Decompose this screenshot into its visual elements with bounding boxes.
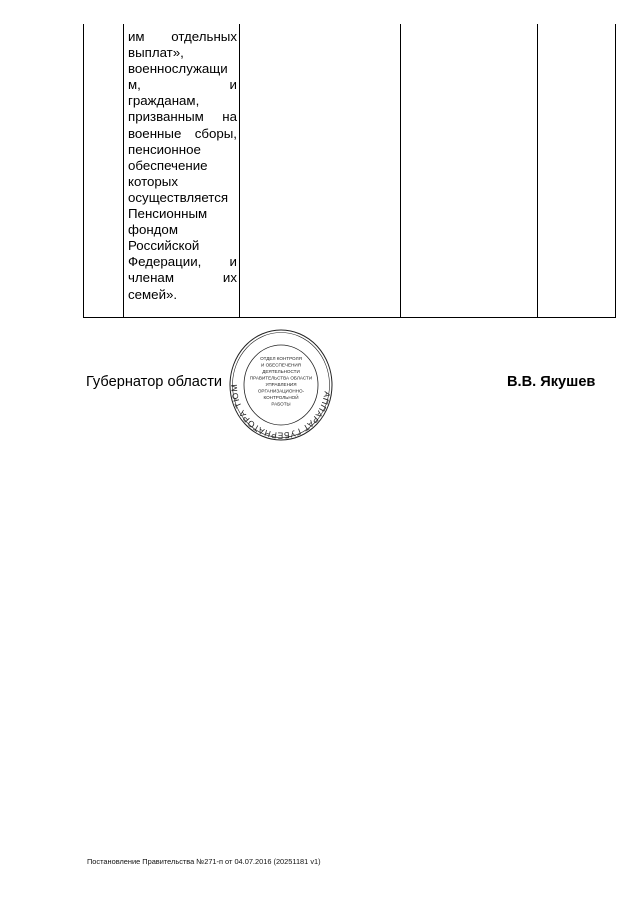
table-cell-number — [84, 24, 124, 318]
table-cell-empty — [538, 24, 616, 318]
table-cell-empty — [240, 24, 401, 318]
cell-line: им отдельных — [128, 29, 237, 44]
seal-inner-line: ОРГАНИЗАЦИОННО- — [257, 388, 305, 394]
cell-line: пенсионное — [128, 141, 201, 157]
official-seal-stamp — [228, 328, 334, 442]
cell-line: м, и — [128, 77, 237, 93]
cell-line: обеспечение — [128, 157, 208, 173]
signatory-position: Губернатор области — [86, 374, 223, 390]
table-cell-description — [124, 24, 240, 318]
seal-inner-line: КОНТРОЛЬНОЙ — [263, 395, 299, 400]
seal-inner-line: ПРАВИТЕЛЬСТВА ОБЛАСТИ — [249, 375, 313, 381]
document-footer: Постановление Правительства №271-п от 04.07.2016 (20251181 v1) — [87, 857, 321, 866]
cell-line: Пенсионным — [128, 206, 208, 222]
cell-line: гражданам, — [128, 93, 200, 109]
cell-line: фондом — [128, 222, 178, 238]
cell-line: членам их — [128, 270, 237, 286]
signatory-name: В.В. Якушев — [507, 374, 596, 390]
cell-line: семей». — [128, 286, 178, 302]
seal-inner-line: УПРАВЛЕНИЯ — [265, 382, 297, 387]
document-table — [83, 24, 616, 318]
seal-outer-text: АППАРАТ ГУБЕРНАТОРА ТЮМ — [229, 383, 333, 441]
seal-inner-line: ОТДЕЛ КОНТРОЛЯ — [260, 356, 302, 361]
seal-inner-line: ДЕЯТЕЛЬНОСТИ — [262, 369, 300, 374]
cell-line: Федерации, и — [128, 254, 237, 270]
cell-description-text — [124, 24, 239, 303]
cell-line: военные сборы, — [128, 125, 237, 141]
cell-line: военнослужащи — [128, 61, 228, 77]
seal-inner-line: И ОБЕСПЕЧЕНИЯ — [261, 362, 301, 368]
cell-line: призванным на — [128, 109, 237, 125]
cell-line: которых — [128, 173, 179, 189]
cell-line: осуществляется — [128, 189, 229, 205]
cell-line: Российской — [128, 238, 200, 254]
table-row — [84, 24, 616, 318]
seal-inner-line: РАБОТЫ — [271, 401, 291, 407]
table-cell-empty — [401, 24, 538, 318]
cell-line: выплат», — [128, 45, 184, 61]
